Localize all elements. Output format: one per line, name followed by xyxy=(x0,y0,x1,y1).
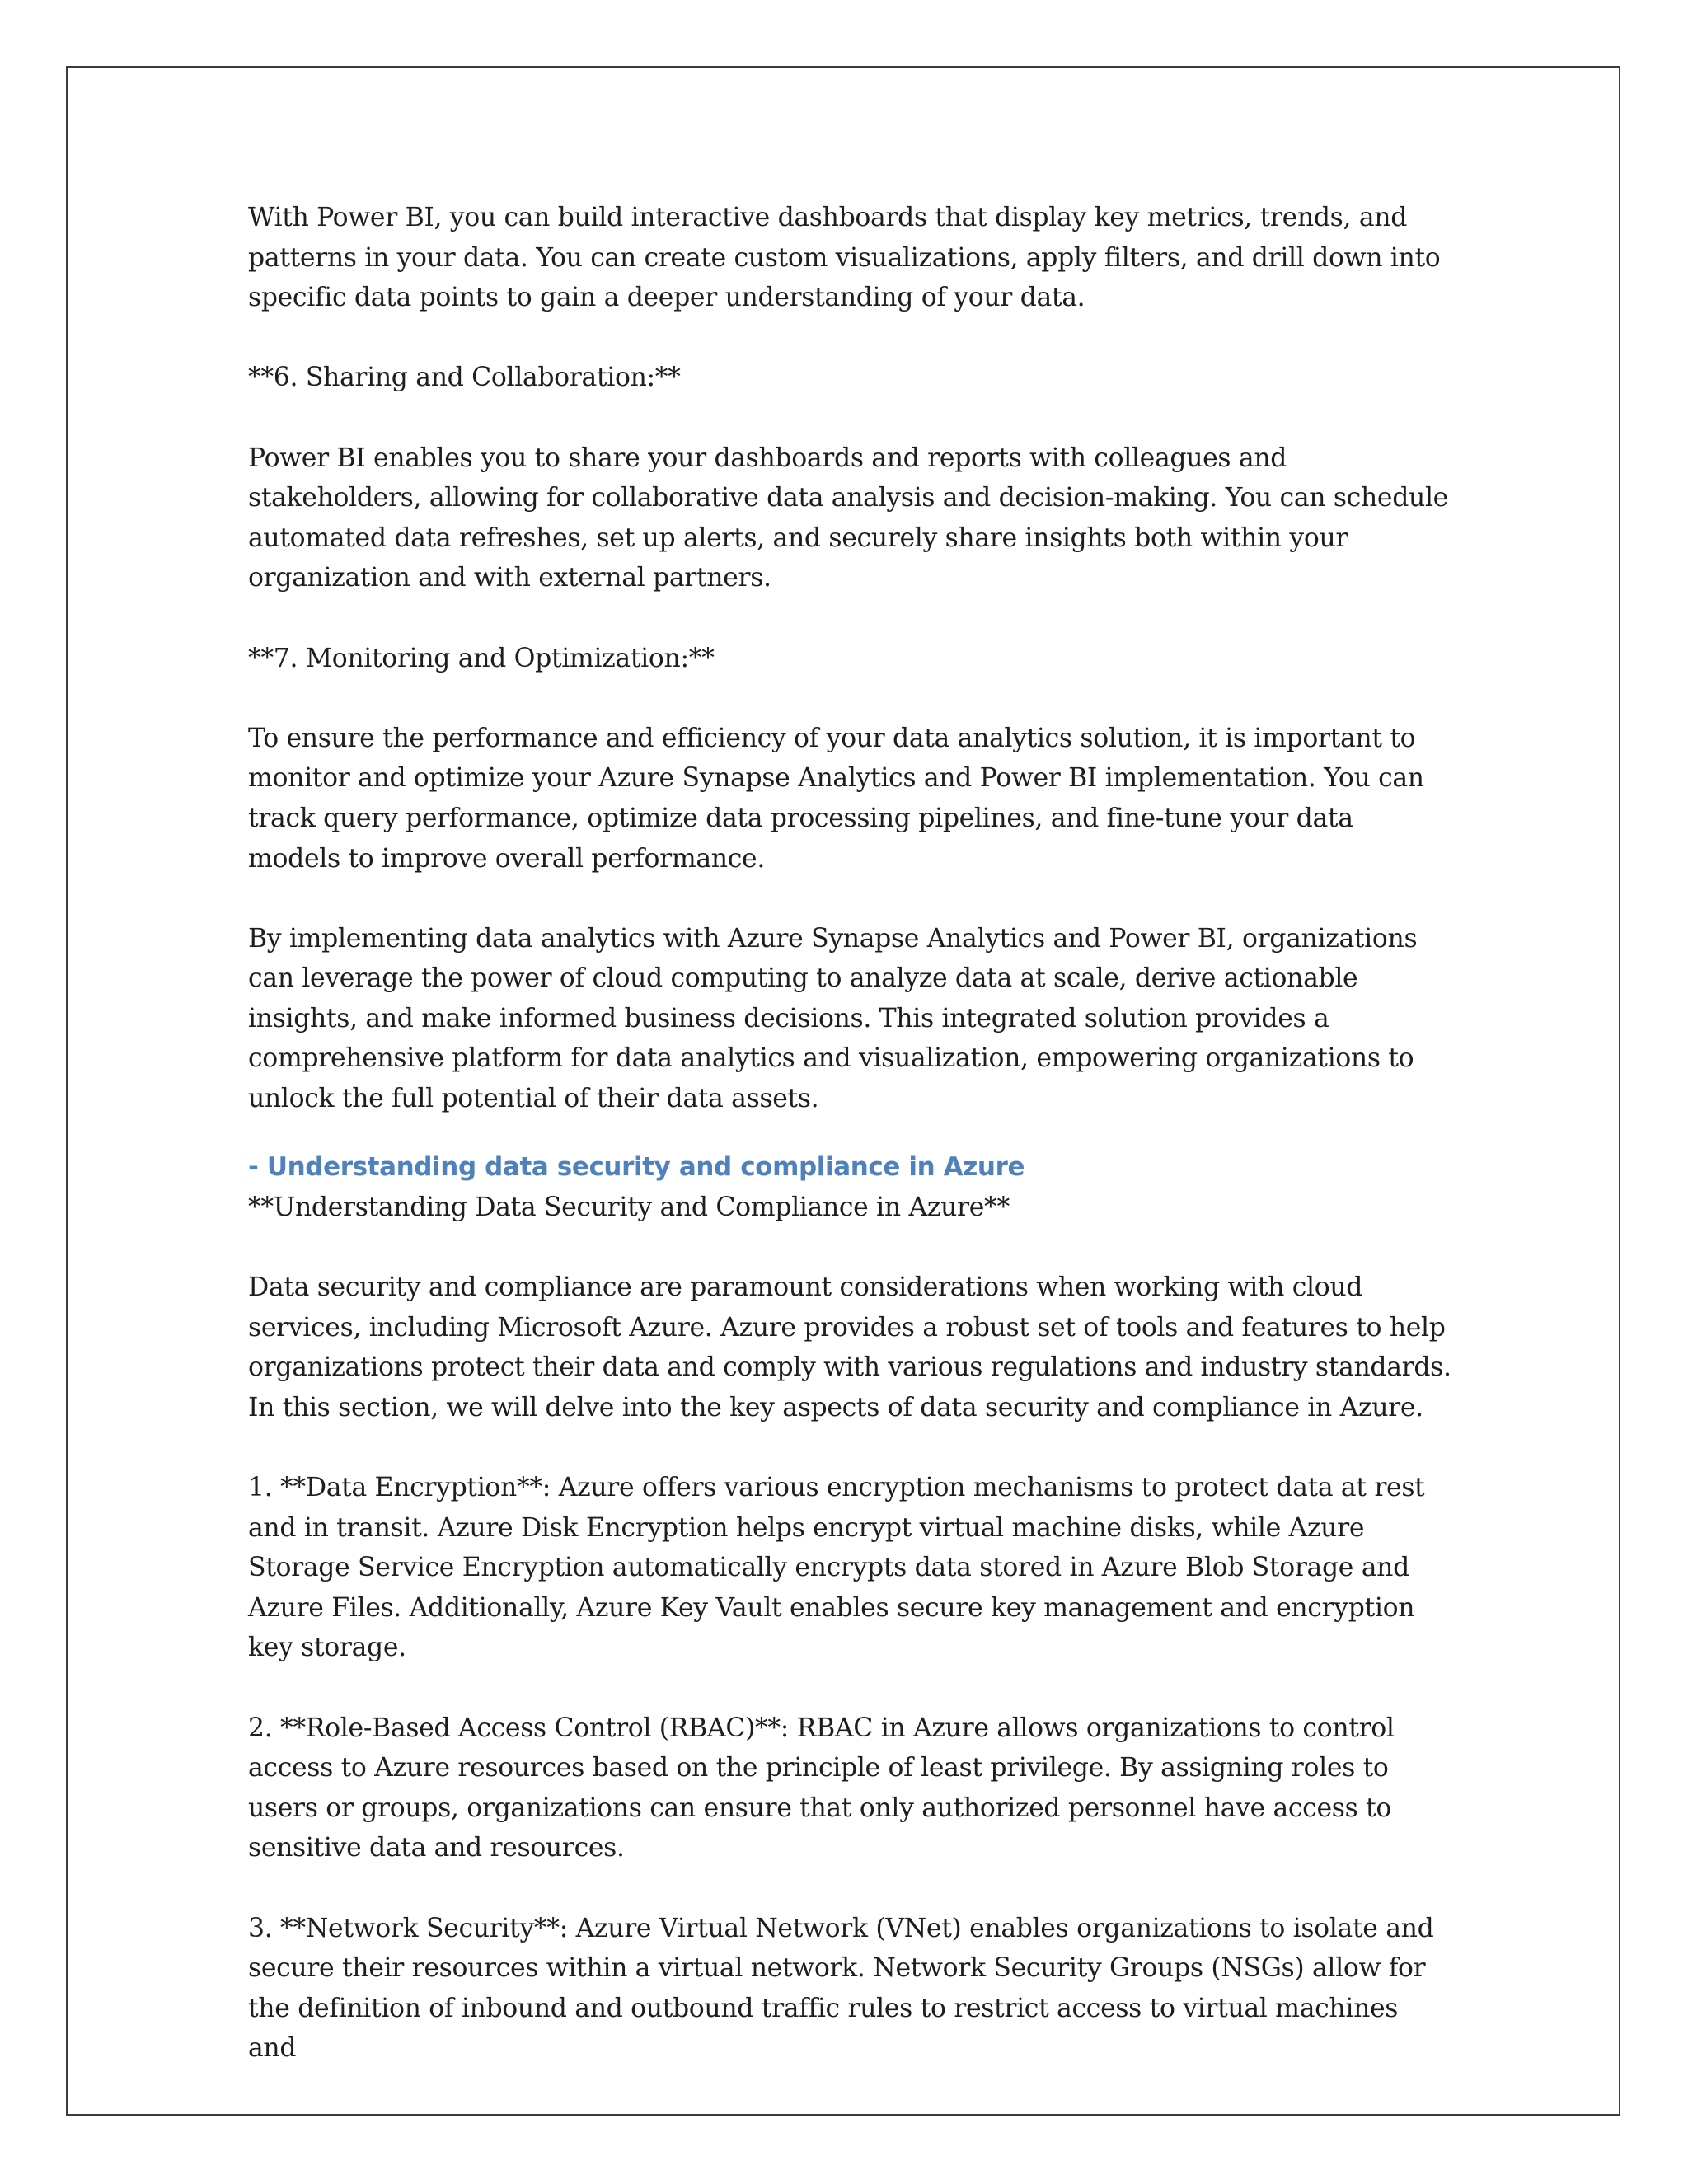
paragraph-sharing-heading: **6. Sharing and Collaboration:** xyxy=(248,363,681,393)
paragraph-monitoring-heading: **7. Monitoring and Optimization:** xyxy=(248,643,715,673)
paragraph-sharing-collaboration: Power BI enables you to share your dashboards and reports with colleagues and stakeholders, allowing for collaborative data analysis and decision-making. You can schedule automated data refreshes, set up alerts, and securely share insights both within your organization and with external partners. xyxy=(248,443,1448,593)
paragraph-security-intro: Data security and compliance are paramount considerations when working with cloud services, including Microsoft Azure. Azure provides a robust set of tools and features to help organizations protect their data and comply with various regulations and industry standards. In this section, we will delve into the key aspects of data security and compliance in Azure. xyxy=(248,1272,1451,1422)
paragraph-rbac: 2. **Role-Based Access Control (RBAC)**: RBAC in Azure allows organizations to control access to Azure resources based on the principle of least privilege. By assigning roles to users or groups, organizations can ensure that only authorized personnel have access to sensitive data and resources. xyxy=(248,1713,1395,1863)
paragraph-power-bi-dashboards: With Power BI, you can build interactive dashboards that display key metrics, trends, and patterns in your data. You can create custom visualizations, apply filters, and drill down into specific data points to gain a deeper understanding of your data. xyxy=(248,203,1441,313)
section-heading: - Understanding data security and compliance in Azure xyxy=(248,1152,1025,1183)
paragraph-monitoring-optimization: To ensure the performance and efficiency of your data analytics solution, it is important to monitor and optimize your Azure Synapse Analytics and Power BI implementation. You can track query performance, optimize data processing pipelines, and fine-tune your data models to improve overall performance. xyxy=(248,723,1424,874)
paragraph-data-encryption: 1. **Data Encryption**: Azure offers various encryption mechanisms to protect data at rest and in transit. Azure Disk Encryption helps encrypt virtual machine disks, while Azure Storage Service Encryption automatically encrypts data stored in Azure Blob Storage and Azure Files. Additionally, Azure Key Vault enables secure key management and encryption key storage. xyxy=(248,1473,1425,1663)
section-subtitle: **Understanding Data Security and Compliance in Azure** xyxy=(248,1192,1010,1222)
paragraph-network-security: 3. **Network Security**: Azure Virtual Network (VNet) enables organizations to isolate and secure their resources within a virtual network. Network Security Groups (NSGs) allow for the definition of inbound and outbound traffic rules to restrict access to virtual machines and xyxy=(248,1913,1434,2064)
paragraph-conclusion: By implementing data analytics with Azure Synapse Analytics and Power BI, organizations can leverage the power of cloud computing to analyze data at scale, derive actionable insights, and make informed business decisions. This integrated solution provides a comprehensive platform for data analytics and visualization, empowering organizations to unlock the full potential of their data assets. xyxy=(248,923,1418,1114)
document-body xyxy=(248,198,1451,2109)
